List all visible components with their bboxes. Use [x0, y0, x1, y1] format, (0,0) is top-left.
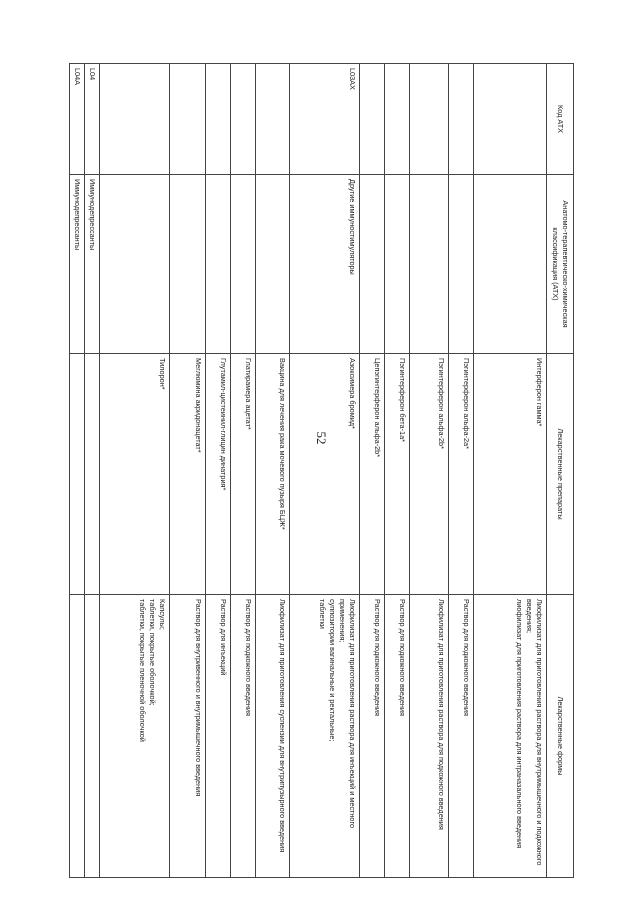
- table-row: [231, 64, 256, 878]
- form-line: Лиофилизат для приготовления раствора для инъекций и местного применения;: [338, 599, 357, 829]
- cell-drug: Азоксимера бромид*: [290, 354, 360, 595]
- cell-forms: [360, 595, 385, 878]
- cell-drug: Глатирамера ацетат*: [231, 354, 256, 595]
- cell-drug: Интерферон гамма*: [474, 354, 547, 595]
- table-row: [290, 64, 360, 878]
- cell-classification: Иммунодепрессанты: [70, 175, 85, 354]
- form-line: суппозитории вагинальные и ректальные;: [328, 599, 337, 742]
- cell-code: [385, 64, 410, 175]
- cell-classification: Иммунодепрессанты: [85, 175, 100, 354]
- form-line: таблетки, покрытые оболочкой;: [148, 599, 157, 706]
- cell-classification: [256, 175, 290, 354]
- form-line: Лиофилизат для приготовления суспензии для внутрипузырного введения: [278, 599, 287, 853]
- cell-forms: [449, 595, 474, 878]
- cell-drug: Пэгинтерферон альфа-2b*: [410, 354, 449, 595]
- cell-forms: [231, 595, 256, 878]
- cell-classification: Другие иммуностимуляторы: [290, 175, 360, 354]
- rotated-page-content: [60, 63, 574, 866]
- cell-drug: Пэгинтерферон бета-1а*: [385, 354, 410, 595]
- cell-forms: [206, 595, 231, 878]
- header-drugs: Лекарственные препараты: [547, 354, 574, 595]
- cell-classification: [206, 175, 231, 354]
- cell-code: [449, 64, 474, 175]
- header-code: Код АТХ: [547, 64, 574, 175]
- form-line: таблетки: [318, 599, 327, 629]
- cell-code: [360, 64, 385, 175]
- cell-code: [206, 64, 231, 175]
- table-row: [206, 64, 231, 878]
- form-line: Капсулы;: [158, 599, 167, 630]
- cell-classification: [449, 175, 474, 354]
- cell-forms: [100, 595, 170, 878]
- form-line: Раствор для подкожного введения: [398, 599, 407, 716]
- cell-drug: Меглюмина акридонацетат*: [170, 354, 206, 595]
- cell-forms: [290, 595, 360, 878]
- table-row: [100, 64, 170, 878]
- cell-drug: Тилорон*: [100, 354, 170, 595]
- form-line: таблетки, покрытые пленочной оболочкой: [138, 599, 147, 742]
- cell-code: L04A: [70, 64, 85, 175]
- cell-code: [170, 64, 206, 175]
- form-line: Раствор для подкожного введения: [373, 599, 382, 716]
- cell-code: [474, 64, 547, 175]
- cell-forms: [385, 595, 410, 878]
- form-line: Раствор для инъекций: [219, 599, 228, 676]
- table-container: [60, 63, 574, 866]
- cell-code: [100, 64, 170, 175]
- table-row: [385, 64, 410, 878]
- cell-classification: [100, 175, 170, 354]
- cell-classification: [474, 175, 547, 354]
- cell-forms: [85, 595, 100, 878]
- table-row: [449, 64, 474, 878]
- cell-forms: [474, 595, 547, 878]
- table-row: [360, 64, 385, 878]
- cell-forms: [70, 595, 85, 878]
- form-line: Раствор для подкожного введения: [244, 599, 253, 716]
- cell-drug: Цепэгинтерферон альфа-2b*: [360, 354, 385, 595]
- cell-forms: [170, 595, 206, 878]
- drug-table: [69, 63, 574, 878]
- cell-code: [410, 64, 449, 175]
- form-line: Раствор для подкожного введения: [462, 599, 471, 716]
- cell-code: [231, 64, 256, 175]
- header-classification: Анатомо-терапевтическо-химическая классификация (АТХ): [547, 175, 574, 354]
- table-row: [474, 64, 547, 878]
- table-row: [70, 64, 85, 878]
- cell-classification: [231, 175, 256, 354]
- page-number: 52: [314, 431, 329, 445]
- form-line: Раствор для внутривенного и внутримышечного введения: [194, 599, 203, 797]
- header-row: [547, 64, 574, 878]
- cell-code: L03AX: [290, 64, 360, 175]
- header-forms: Лекарственные формы: [547, 595, 574, 878]
- cell-drug: [85, 354, 100, 595]
- table-body: [70, 64, 547, 878]
- cell-drug: Вакцина для лечения рака мочевого пузыря БЦЖ*: [256, 354, 290, 595]
- form-line: Лиофилизат для приготовления раствора для подкожного введения: [437, 599, 446, 830]
- table-row: [410, 64, 449, 878]
- table-row: [170, 64, 206, 878]
- cell-classification: [410, 175, 449, 354]
- cell-classification: [360, 175, 385, 354]
- form-line: лиофилизат для приготовления раствора для интраназального введения: [515, 599, 524, 849]
- cell-forms: [256, 595, 290, 878]
- cell-code: [256, 64, 290, 175]
- cell-code: L04: [85, 64, 100, 175]
- cell-classification: [385, 175, 410, 354]
- cell-drug: Пэгинтерферон альфа-2а*: [449, 354, 474, 595]
- cell-drug: [70, 354, 85, 595]
- cell-classification: [170, 175, 206, 354]
- table-row: [256, 64, 290, 878]
- cell-drug: Глутамил-цистеинил-глицин динатрия*: [206, 354, 231, 595]
- cell-forms: [410, 595, 449, 878]
- form-line: Лиофилизат для приготовления раствора для внутримышечного и подкожного введения;: [525, 599, 544, 866]
- table-row: [85, 64, 100, 878]
